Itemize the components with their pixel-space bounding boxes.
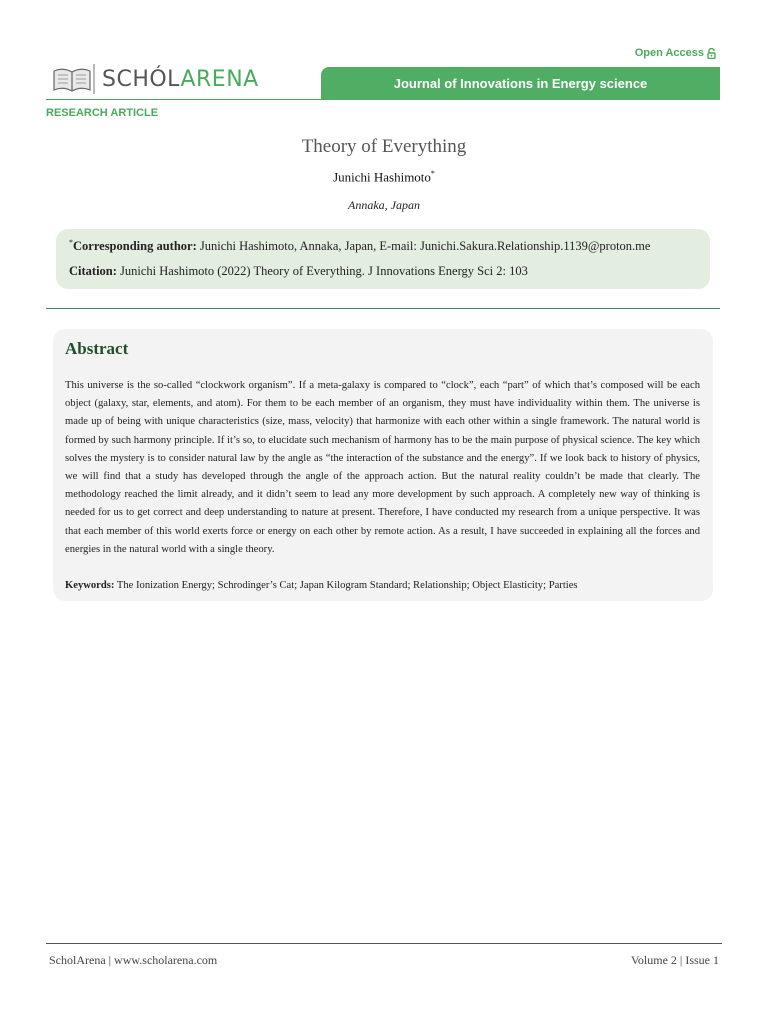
journal-name: Journal of Innovations in Energy science — [393, 76, 648, 91]
corresponding-mark: * — [69, 238, 73, 247]
paper-title: Theory of Everything — [301, 136, 467, 157]
footer-divider — [46, 943, 722, 944]
lock-open-icon — [707, 48, 716, 59]
corresponding-author-line — [69, 238, 650, 254]
footer-publisher[interactable]: ScholArena | www.scholarena.com — [49, 953, 218, 967]
author-affiliation: Annaka, Japan — [348, 198, 420, 212]
open-access-label — [635, 47, 716, 59]
open-access-text: Open Access — [634, 47, 704, 59]
logo-text-part1: SCHÓL — [102, 66, 181, 92]
author-name: Junichi Hashimoto — [333, 169, 431, 185]
keywords-text: The Ionization Energy; Schrodinger’s Cat; Japan Kilogram Standard; Relationship; Object Elasticity; Parties — [114, 580, 578, 591]
author-line — [0, 169, 768, 185]
logo-separator — [92, 64, 96, 94]
corresponding-label: Corresponding author: — [73, 239, 197, 254]
abstract-box — [53, 329, 713, 601]
open-book-icon — [52, 65, 92, 93]
logo-text-part2: ARENA — [180, 66, 259, 92]
footer-volume-issue: Volume 2 | Issue 1 — [630, 953, 719, 967]
abstract-body: This universe is the so-called “clockwork organism”. If a meta-galaxy is compared to “clock”, each “part” of which that’s composed will be each object (galaxy, star, elements, and atom). For them to be each member of an organism, they must have individuality within them. The universe is made up of being with unique characteristics (size, mass, velocity) that harmonize with each other within a single framework. The natural world is formed by such harmony principle. If it’s so, to elucidate such mechanism of harmony has to be the main purpose of physical science. The key which solves the mystery is to consider natural law by the angle as “the interaction of the substance and the energy”. If we look back to history of physics, we will find that a study has developed through the angle of the approach action. But the natural reality couldn’t be made that clearly. The methodology reached the limit already, and it didn’t seem to lead any more development by such approach. A completely new way of thinking is needed for us to get correct and deep understanding to nature at present. Therefore, I have conducted my research from a unique perspective. It was that each member of this world exerts force or energy on each other by remote action. As a result, I have succeeded in explaining all the forces and energies in the natural world with a single theory. — [65, 380, 700, 555]
corresponding-text[interactable]: Junichi Hashimoto, Annaka, Japan, E-mail: Junichi.Sakura.Relationship.1139@proton.me — [196, 239, 651, 254]
citation-line — [69, 264, 528, 279]
author-mark: * — [430, 169, 435, 178]
journal-name-bar — [321, 67, 720, 100]
logo-wordmark — [102, 67, 259, 92]
header-divider — [46, 99, 322, 100]
scholarena-logo[interactable] — [52, 62, 259, 96]
keywords-label: Keywords: — [65, 580, 115, 591]
keywords-line — [65, 580, 578, 591]
citation-label: Citation: — [69, 264, 117, 278]
article-type-label: RESEARCH ARTICLE — [46, 107, 159, 119]
citation-text: Junichi Hashimoto (2022) Theory of Everything. J Innovations Energy Sci 2: 103 — [116, 264, 528, 278]
abstract-heading: Abstract — [65, 339, 129, 358]
section-divider — [46, 308, 720, 309]
correspondence-box — [56, 229, 710, 289]
